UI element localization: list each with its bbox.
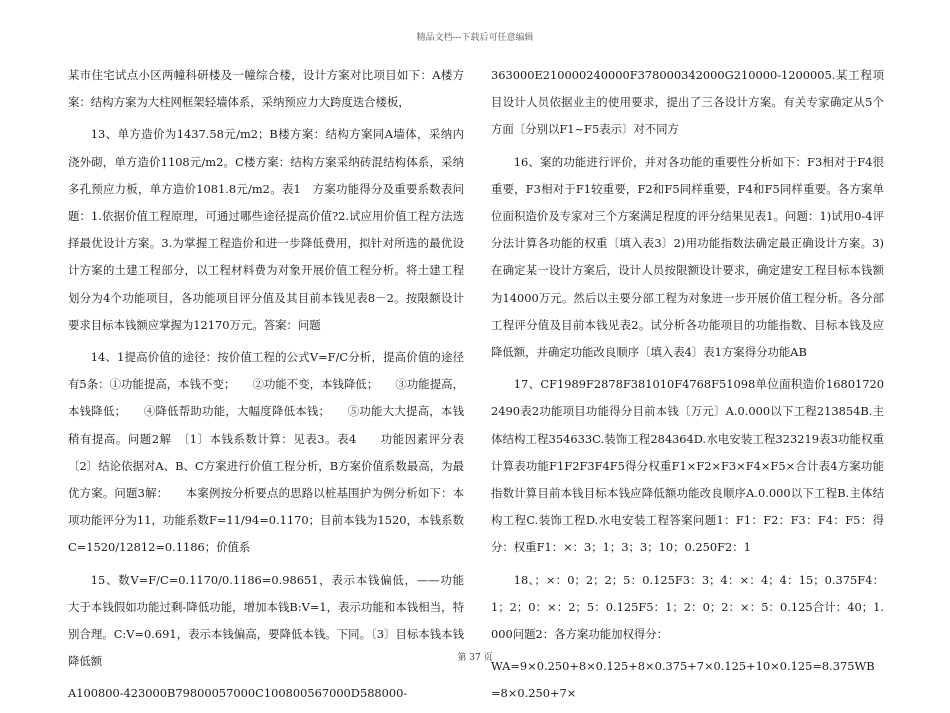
right-column — [491, 62, 884, 713]
paragraph: WA=9×0.250+8×0.125+8×0.375+7×0.125+10×0.125=8.375WB=8×0.250+7× — [491, 659, 875, 701]
page-header: 精品文档---下载后可任意编辑 — [416, 33, 534, 43]
paragraph: 13、单方造价为1437.58元/m2；B楼方案：结构方案同A墙体，采纳内浇外砌，单方造价1108元/m2。C楼方案：结构方案采纳砖混结构体系，采纳多孔预应力板，单方造价1081.8元/m2。表1 方案功能得分及重要系数表问题：1.依据价值工程原理，可通过哪些途径提高价值?2.试应用价值工程方法选择最优设计方案。3.为掌握工程造价和进一步降低费用，拟针对所选的最优设计方案的土建工程部分，以工程材料费为对象开展价值工程分析。将土建工程划分为4个功能项目，各功能项目评分值及其目前本钱见表8－2。按限额设计要求目标本钱额应掌握为12170万元。答案：问题 — [68, 127, 464, 332]
paragraph: 15、数V=F/C=0.1170/0.1186=0.98651，表示本钱偏低，——功能大于本钱假如功能过剩-降低功能，增加本钱B:V=1，表示功能和本钱相当，特别合理。C:V=0.691，表示本钱偏高，要降低本钱。下同。〔3〕目标本钱本钱降低额 — [68, 572, 464, 669]
left-column — [68, 62, 464, 713]
paragraph: 14、1提高价值的途径：按价值工程的公式V=F/C分析，提高价值的途径有5条：①功能提高，本钱不变； ②功能不变，本钱降低； ③功能提高，本钱降低； ④降低帮助功能，大幅度降低本钱； ⑤功能大大提高，本钱稍有提高。问题2解 〔1〕本钱系数计算：见表3。表4 功能因素评分表〔2〕结论依据对A、B、C方案进行价值工程分析，B方案价值系数最高，为最优方案。问题3解： 本案例按分析要点的思路以桩基围护为例分析如下：本项功能评分为11，功能系数F=11/94=0.1170；目前本钱为1520，本钱系数C=1520/12812=0.1186；价值系 — [68, 350, 464, 555]
paragraph: 某市住宅试点小区两幢科研楼及一幢综合楼，设计方案对比项目如下：A楼方案：结构方案为大柱网框架轻墙体系，采纳预应力大跨度迭合楼板， — [68, 68, 464, 110]
paragraph: 16、案的功能进行评价，并对各功能的重要性分析如下：F3相对于F4很重要，F3相对于F1较重要，F2和F5同样重要，F4和F5同样重要。各方案单位面积造价及专家对三个方案满足程度的评分结果见表1。问题：1)试用0-4评分法计算各功能的权重〔填入表3〕2)用功能指数法确定最正确设计方案。3)在确定某一设计方案后，设计人员按限额设计要求，确定建安工程目标本钱额为14000万元。然后以主要分部工程为对象进一步开展价值工程分析。各分部工程评分值及目前本钱见表2。试分析各功能项目的功能指数、目标本钱及应降低额，并确定功能改良顺序〔填入表4〕表1方案得分功能AB — [491, 154, 884, 360]
paragraph: A100800-423000B79800057000C100800567000D588000- — [68, 686, 408, 701]
paragraph: 18、；×：0；2；2；5：0.125F3：3；4：×：4；4：15；0.375F4：1；2；0：×：2；5：0.125F5：1；2：0；2：×：5：0.125合计：40；1.000问题2：各方案功能加权得分： — [491, 572, 884, 642]
page-number: 第 37 页 — [457, 653, 493, 663]
paragraph: 17、CF1989F2878F381010F4768F51098单位面积造价168017202490表2功能项目功能得分目前本钱〔万元〕A.0.000以下工程213854B.主体结构工程354633C.装饰工程284364D.水电安装工程323219表3功能权重计算表功能F1F2F3F4F5得分权重F1×F2×F3×F4×F5×合计表4方案功能指数计算目前本钱目标本钱应降低额功能改良顺序A.0.000以下工程B.主体结构工程C.装饰工程D.水电安装工程答案问题1：F1：F2：F3：F4：F5：得分：权重F1：×：3；1；3；3；10；0.250F2：1 — [491, 377, 884, 555]
paragraph: 363000E210000240000F378000342000G210000-1200005.某工程项目设计人员依据业主的使用要求，提出了三各设计方案。有关专家确定从5个方面〔分别以F1~F5表示〕对不同方 — [491, 68, 884, 137]
